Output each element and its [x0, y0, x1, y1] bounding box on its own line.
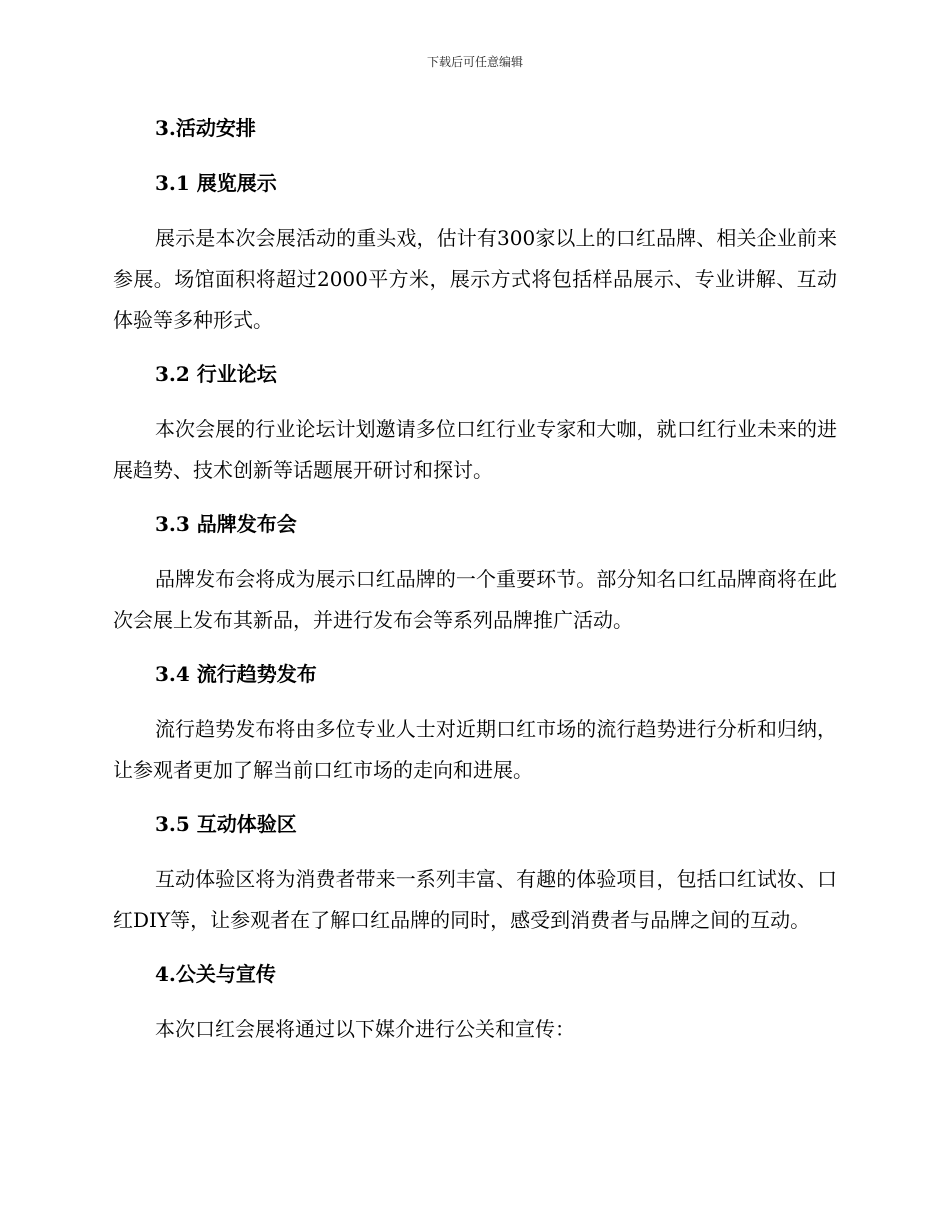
section-heading-pr: 4.公关与宣传: [155, 962, 276, 986]
paragraph-exhibition: 展示是本次会展活动的重头戏，估计有300家以上的口红品牌、相关企业前来参展。场馆面积将超过2000平方米，展示方式将包括样品展示、专业讲解、互动体验等多种形式。: [113, 226, 837, 332]
section-heading-forum: 3.2 行业论坛: [155, 362, 277, 386]
section-heading-interactive: 3.5 互动体验区: [155, 812, 297, 836]
section-heading-trends: 3.4 流行趋势发布: [155, 662, 317, 686]
section-heading-exhibition: 3.1 展览展示: [155, 171, 277, 195]
paragraph-forum: 本次会展的行业论坛计划邀请多位口红行业专家和大咖，就口红行业未来的进展趋势、技术创新等话题展开研讨和探讨。: [113, 417, 837, 482]
paragraph-trends: 流行趋势发布将由多位专业人士对近期口红市场的流行趋势进行分析和归纳，让参观者更加了解当前口红市场的走向和进展。: [113, 717, 837, 782]
paragraph-launch: 品牌发布会将成为展示口红品牌的一个重要环节。部分知名口红品牌商将在此次会展上发布其新品，并进行发布会等系列品牌推广活动。: [113, 567, 837, 632]
section-heading-activities: 3.活动安排: [155, 116, 256, 140]
document-body: [113, 108, 837, 1050]
page-header: 下载后可任意编辑: [426, 55, 523, 69]
paragraph-pr: 本次口红会展将通过以下媒介进行公关和宣传：: [155, 1017, 575, 1041]
section-heading-launch: 3.3 品牌发布会: [155, 512, 297, 536]
paragraph-interactive: 互动体验区将为消费者带来一系列丰富、有趣的体验项目，包括口红试妆、口红DIY等，让参观者在了解口红品牌的同时，感受到消费者与品牌之间的互动。: [113, 867, 837, 932]
